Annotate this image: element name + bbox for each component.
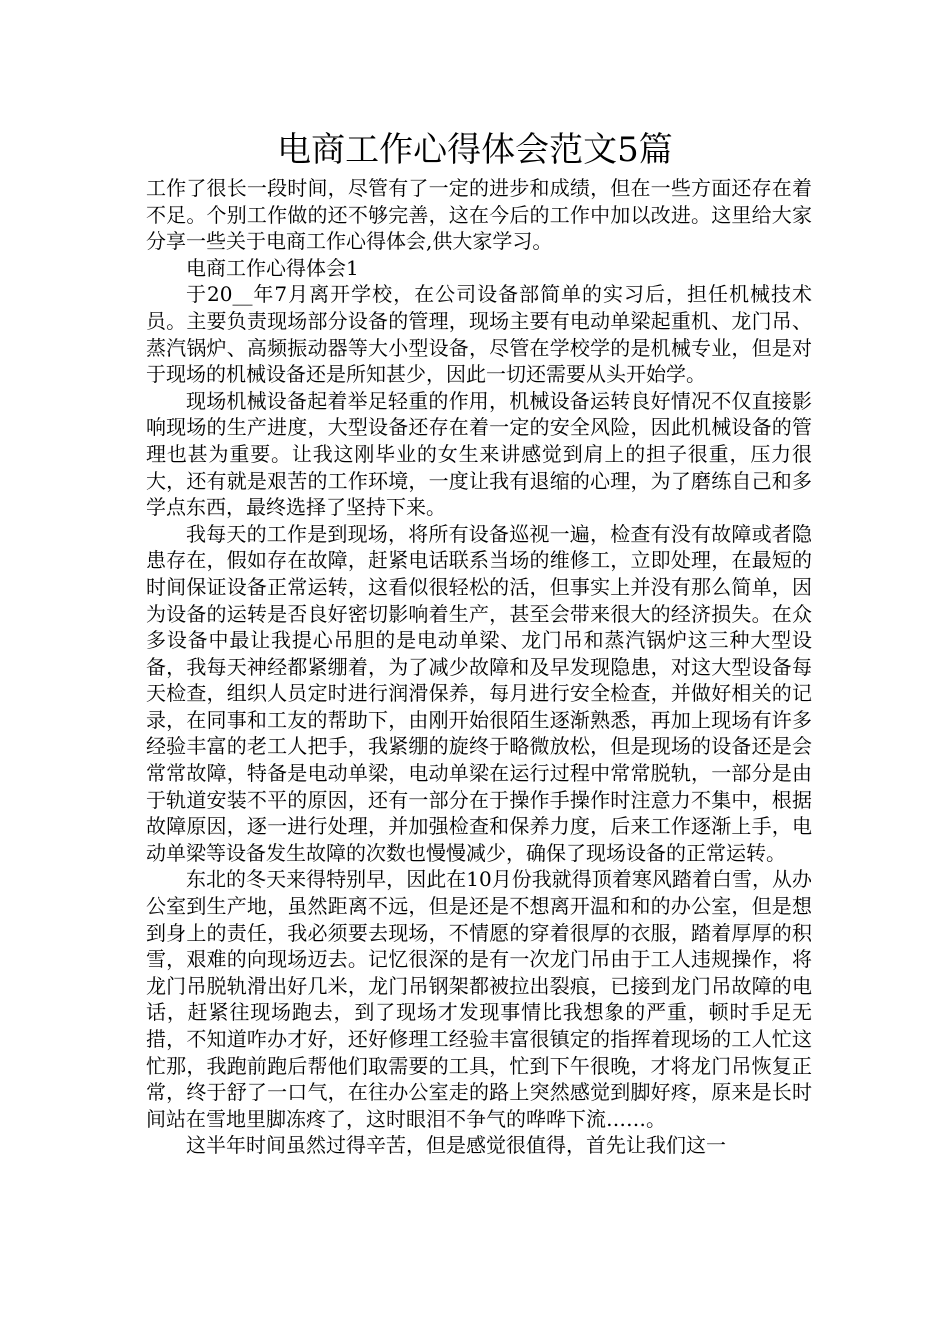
paragraph-intro: 工作了很长一段时间，尽管有了一定的进步和成绩，但在一些方面还存在着不足。个别工作做的还不够完善，这在今后的工作中加以改进。这里给大家分享一些关于电商工作心得体会,供大家学习。 [146, 176, 812, 254]
paragraph: 这半年时间虽然过得辛苦，但是感觉很值得，首先让我们这一 [186, 1133, 726, 1158]
paragraph: 于20__年7月离开学校，在公司设备部简单的实习后，担任机械技术员。主要负责现场部分设备的管理，现场主要有电动单梁起重机、龙门吊、蒸汽锅炉、高频振动器等大小型设备，尽管在学校学的是机械专业，但是对于现场的机械设备还是所知甚少，因此一切还需要从头开始学。 [146, 282, 812, 387]
paragraph: 我每天的工作是到现场，将所有设备巡视一遍，检查有没有故障或者隐患存在，假如存在故障，赶紧电话联系当场的维修工，立即处理，在最短的时间保证设备正常运转，这看似很轻松的活，但事实上并没有那么简单，因为设备的运转是否良好密切影响着生产，甚至会带来很大的经济损失。在众多设备中最让我提心吊胆的是电动单梁、龙门吊和蒸汽锅炉这三种大型设备，我每天神经都紧绷着，为了减少故障和及早发现隐患，对这大型设备每天检查，组织人员定时进行润滑保养，每月进行安全检查，并做好相关的记录，在同事和工友的帮助下，由刚开始很陌生逐渐熟悉，再加上现场有许多经验丰富的老工人把手，我紧绷的旋终于略微放松，但是现场的设备还是会常常故障，特备是电动单梁，电动单梁在运行过程中常常脱轨，一部分是由于轨道安装不平的原因，还有一部分在于操作手操作时注意力不集中，根据故障原因，逐一进行处理，并加强检查和保养力度，后来工作逐渐上手，电动单梁等设备发生故障的次数也慢慢减少，确保了现场设备的正常运转。 [146, 521, 812, 865]
document-body [146, 175, 812, 1159]
document-title: 电商工作心得体会范文5篇 [277, 130, 673, 170]
section-heading: 电商工作心得体会1 [186, 255, 359, 280]
paragraph: 现场机械设备起着举足轻重的作用，机械设备运转良好情况不仅直接影响现场的生产进度，大型设备还存在着一定的安全风险，因此机械设备的管理也甚为重要。让我这刚毕业的女生来讲感觉到肩上的担子很重，压力很大，还有就是艰苦的工作环境，一度让我有退缩的心理，为了磨练自己和多学点东西，最终选择了坚持下来。 [146, 388, 812, 520]
paragraph: 东北的冬天来得特别早，因此在10月份我就得顶着寒风踏着白雪，从办公室到生产地，虽然距离不远，但是还是不想离开温和和的办公室，但是想到身上的责任，我必须要去现场，不情愿的穿着很厚的衣服，踏着厚厚的积雪，艰难的向现场迈去。记忆很深的是有一次龙门吊由于工人违规操作，将龙门吊脱轨滑出好几米，龙门吊钢架都被拉出裂痕，已接到龙门吊故障的电话，赶紧往现场跑去，到了现场才发现事情比我想象的严重，顿时手足无措，不知道咋办才好，还好修理工经验丰富很镇定的指挥着现场的工人忙这忙那，我跑前跑后帮他们取需要的工具，忙到下午很晚，才将龙门吊恢复正常，终于舒了一口气，在往办公室走的路上突然感觉到脚好疼，原来是长时间站在雪地里脚冻疼了，这时眼泪不争气的哗哗下流……。 [146, 867, 812, 1131]
